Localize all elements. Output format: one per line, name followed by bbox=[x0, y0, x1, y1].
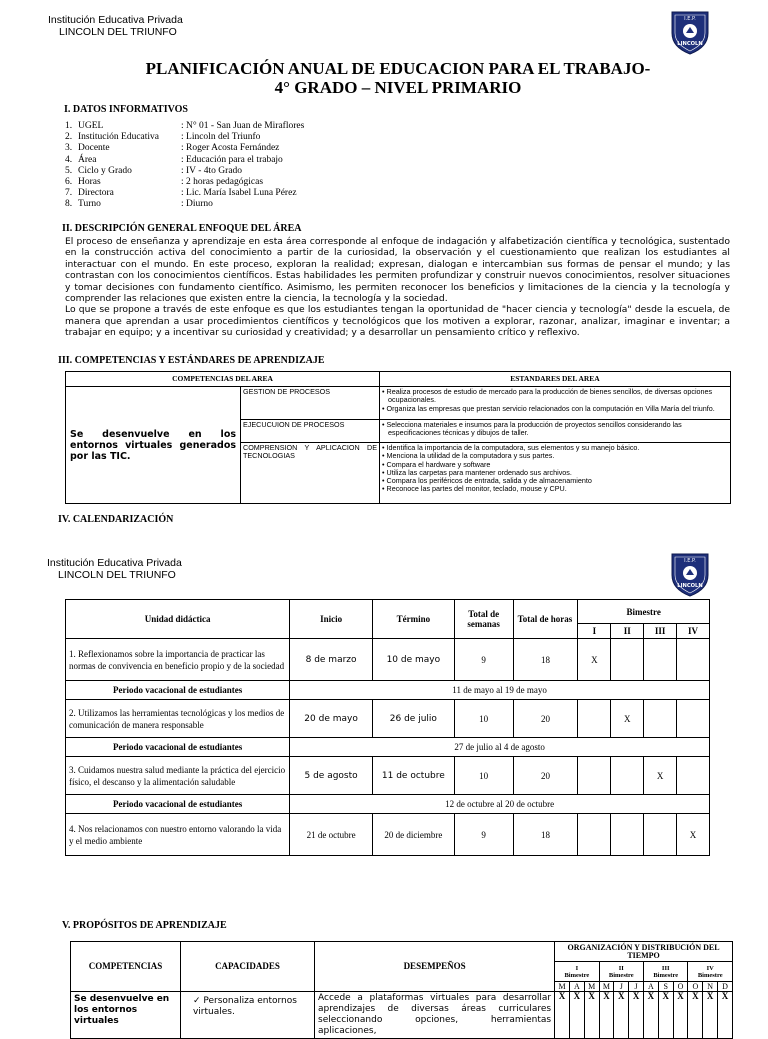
datos-list bbox=[65, 121, 304, 211]
month-header: A bbox=[569, 982, 584, 992]
institution-name: LINCOLN DEL TRIUNFO bbox=[59, 26, 177, 38]
shield-logo-icon bbox=[670, 551, 710, 597]
school-logo-2 bbox=[670, 551, 710, 602]
unit-termino: 20 de diciembre bbox=[372, 814, 454, 856]
bimestre-mark bbox=[677, 757, 710, 795]
bimestre-number: I bbox=[575, 964, 579, 972]
unit-inicio: 21 de octubre bbox=[290, 814, 373, 856]
dato-label: Horas bbox=[78, 177, 101, 188]
bimestre-mark bbox=[611, 814, 644, 856]
dato-label: Directora bbox=[78, 188, 114, 199]
vacation-label: Periodo vacacional de estudiantes bbox=[66, 738, 290, 757]
section-heading-calendarizacion: IV. CALENDARIZACIÓN bbox=[58, 514, 174, 525]
unit-horas: 20 bbox=[513, 700, 578, 738]
school-logo bbox=[670, 9, 710, 60]
bimestre-mark bbox=[578, 700, 611, 738]
capacidad-cell: EJECUCUION DE PROCESOS bbox=[241, 420, 380, 443]
unit-inicio: 20 de mayo bbox=[290, 700, 373, 738]
header-termino: Término bbox=[372, 600, 454, 639]
descripcion-text bbox=[65, 236, 730, 339]
bimestre-number: III bbox=[661, 964, 670, 972]
unit-horas: 20 bbox=[513, 757, 578, 795]
estandar-cell bbox=[380, 420, 731, 443]
dato-number: 5. bbox=[65, 165, 73, 176]
bimestre-mark bbox=[611, 639, 644, 681]
header-capacidades: CAPACIDADES bbox=[180, 942, 314, 992]
estandar-item: • Selecciona materiales e insumos para la producción de proyectos sencillos considerando las especificaciones técnicas y dibujos de taller. bbox=[382, 420, 682, 438]
vacation-row bbox=[66, 795, 710, 814]
bimestre-mark bbox=[644, 700, 677, 738]
desempeno-cell: Accede a plataformas virtuales para desarrollar aprendizajes de diversas áreas curriculares seleccionando opciones, herramientas aplicaciones, bbox=[315, 992, 555, 1039]
capacidad-cell: COMPRENSION Y APLICACION DE TECNOLOGIAS bbox=[241, 443, 380, 504]
bimestre-header bbox=[555, 962, 599, 982]
estandares-col-header: ESTANDARES DEL AREA bbox=[380, 372, 731, 387]
dato-row bbox=[65, 132, 304, 143]
bimestre-mark bbox=[644, 814, 677, 856]
checkmark-icon: ✓ bbox=[192, 996, 204, 1006]
section-heading-competencias: III. COMPETENCIAS Y ESTÁNDARES DE APRENDIZAJE bbox=[58, 355, 325, 366]
month-header: O bbox=[688, 982, 703, 992]
estandar-item: • Menciona la utilidad de la computadora y sus partes. bbox=[382, 451, 555, 461]
unit-semanas: 10 bbox=[454, 757, 513, 795]
section-heading-propositos: V. PROPÓSITOS DE APRENDIZAJE bbox=[62, 920, 227, 931]
logo-name-text: LINCOLN bbox=[677, 41, 703, 47]
month-header: M bbox=[555, 982, 570, 992]
header-bimestre-4: IV bbox=[677, 624, 710, 639]
header-desempenos: DESEMPEÑOS bbox=[315, 942, 555, 992]
unit-termino: 10 de mayo bbox=[372, 639, 454, 681]
unit-row bbox=[66, 814, 710, 856]
dato-value: : Roger Acosta Fernández bbox=[181, 143, 280, 154]
unit-horas: 18 bbox=[513, 814, 578, 856]
month-mark: X bbox=[555, 992, 570, 1039]
estandar-item: • Compara el hardware y software bbox=[382, 459, 491, 469]
bimestre-mark: X bbox=[644, 757, 677, 795]
dato-label: Turno bbox=[78, 199, 101, 210]
month-header: D bbox=[718, 982, 733, 992]
month-mark: X bbox=[703, 992, 718, 1039]
bimestre-mark: X bbox=[611, 700, 644, 738]
competencias-table bbox=[65, 371, 731, 504]
dato-label: UGEL bbox=[78, 121, 104, 131]
month-mark: X bbox=[569, 992, 584, 1039]
bimestre-word: Bimestre bbox=[608, 971, 634, 979]
header-bimestre-1: I bbox=[578, 624, 611, 639]
dato-number: 6. bbox=[65, 177, 73, 188]
dato-value: : Educación para el trabajo bbox=[181, 154, 283, 165]
vacation-row bbox=[66, 738, 710, 757]
unit-inicio: 5 de agosto bbox=[290, 757, 373, 795]
month-mark: X bbox=[584, 992, 599, 1039]
dato-number: 7. bbox=[65, 188, 73, 199]
dato-value: : Lic. María Isabel Luna Pérez bbox=[181, 188, 297, 199]
unit-name: 4. Nos relacionamos con nuestro entorno valorando la vida y el medio ambiente bbox=[66, 814, 290, 856]
dato-row bbox=[65, 166, 304, 177]
unit-termino: 26 de julio bbox=[372, 700, 454, 738]
section-heading-datos: I. DATOS INFORMATIVOS bbox=[64, 104, 188, 115]
unit-inicio: 8 de marzo bbox=[290, 639, 373, 681]
estandar-item: • Organiza las empresas que prestan servicio relacionados con la computación en Villa María del triunfo. bbox=[382, 403, 715, 413]
bimestre-header bbox=[599, 962, 643, 982]
dato-label: Institución Educativa bbox=[78, 132, 159, 143]
descripcion-paragraph-2: Lo que se propone a través de este enfoque es que los estudiantes tengan la oportunidad de "hacer ciencia y tecnología" desde la escuela, de manera que aprendan a usar procedimientos científicos y tecnológicos que los motiven a explorar, razonar, analizar, imaginar e inventar; a trabajar en equipo; y a incentivar su curiosidad y creatividad; y a desarrollar un pensamiento crítico y reflexivo. bbox=[65, 304, 730, 339]
unit-semanas: 10 bbox=[454, 700, 513, 738]
competencia-cell: Se desenvuelve en los entornos virtuales generados por las TIC. bbox=[66, 387, 241, 504]
bimestre-word: Bimestre bbox=[653, 971, 679, 979]
page-title-line2: 4° GRADO – NIVEL PRIMARIO bbox=[274, 78, 522, 97]
competencias-col-header: COMPETENCIAS DEL AREA bbox=[66, 372, 380, 387]
dato-row bbox=[65, 177, 304, 188]
dato-number: 4. bbox=[65, 154, 73, 165]
estandar-item: • Reconoce las partes del monitor, teclado, mouse y CPU. bbox=[382, 484, 567, 494]
unit-semanas: 9 bbox=[454, 639, 513, 681]
month-header: M bbox=[599, 982, 614, 992]
dato-value: : IV - 4to Grado bbox=[181, 165, 243, 176]
estandar-item: • Realiza procesos de estudio de mercado para la producción de bienes sencillos, de diversas opciones ocupacionales. bbox=[382, 387, 713, 405]
bimestre-mark bbox=[578, 814, 611, 856]
dato-number: 2. bbox=[65, 132, 73, 143]
vacation-row bbox=[66, 681, 710, 700]
bimestre-word: Bimestre bbox=[697, 971, 723, 979]
header-horas: Total de horas bbox=[513, 600, 578, 639]
dato-row bbox=[65, 188, 304, 199]
estandar-item: • Compara los periféricos de entrada, salida y de almacenamiento bbox=[382, 476, 592, 486]
header-inicio: Inicio bbox=[290, 600, 373, 639]
vacation-dates: 12 de octubre al 20 de octubre bbox=[290, 795, 710, 814]
month-header: S bbox=[658, 982, 673, 992]
header-unidad: Unidad didáctica bbox=[66, 600, 290, 639]
logo-top-text: I.E.P. bbox=[684, 558, 696, 564]
month-header: O bbox=[673, 982, 688, 992]
estandar-cell bbox=[380, 443, 731, 504]
month-header: J bbox=[614, 982, 629, 992]
unit-row bbox=[66, 757, 710, 795]
capacidad-cell bbox=[180, 992, 314, 1039]
dato-value: : 2 horas pedagógicas bbox=[181, 177, 264, 188]
dato-row bbox=[65, 121, 304, 132]
header-bimestre: Bimestre bbox=[578, 600, 710, 624]
dato-value: : Diurno bbox=[181, 199, 213, 210]
dato-value: : N° 01 - San Juan de Miraflores bbox=[181, 121, 305, 131]
bimestre-mark bbox=[677, 700, 710, 738]
section-heading-descripcion: II. DESCRIPCIÓN GENERAL ENFOQUE DEL ÁREA bbox=[62, 223, 302, 234]
descripcion-paragraph-1: El proceso de enseñanza y aprendizaje en esta área corresponde al enfoque de indagación y alfabetización científica y tecnológica, sustentado en la construcción activa del conocimiento a partir de la curiosidad, la observación y el cuestionamiento que realizan los estudiantes al interactuar con el mundo. En este proceso, exploran la realidad; expresan, dialogan e intercambian sus formas de pensar el mundo; y las contrastan con los conocimientos científicos. Estas habilidades les permiten profundizar y construir nuevos conocimientos, resolver situaciones y tomar decisiones con fundamento científico. Asimismo, les permiten reconocer los beneficios y limitaciones de la ciencia y la tecnología y comprender las relaciones que existen entre la ciencia, la tecnología y la sociedad. bbox=[65, 236, 730, 305]
bimestre-mark bbox=[677, 639, 710, 681]
unit-semanas: 9 bbox=[454, 814, 513, 856]
bimestre-number: IV bbox=[706, 964, 714, 972]
institution-type: Institución Educativa Privada bbox=[47, 557, 182, 569]
bimestre-word: Bimestre bbox=[564, 971, 590, 979]
institution-header bbox=[48, 14, 183, 38]
bimestre-mark: X bbox=[677, 814, 710, 856]
month-header: M bbox=[584, 982, 599, 992]
month-mark: X bbox=[718, 992, 733, 1039]
month-mark: X bbox=[658, 992, 673, 1039]
dato-number: 8. bbox=[65, 199, 73, 210]
institution-name: LINCOLN DEL TRIUNFO bbox=[58, 569, 176, 581]
month-mark: X bbox=[644, 992, 659, 1039]
calendarizacion-table bbox=[65, 599, 710, 856]
dato-number: 3. bbox=[65, 143, 73, 154]
month-header: N bbox=[703, 982, 718, 992]
vacation-label: Periodo vacacional de estudiantes bbox=[66, 795, 290, 814]
month-header: J bbox=[629, 982, 644, 992]
capacidad-text: Personaliza entornos virtuales. bbox=[192, 996, 297, 1017]
vacation-label: Periodo vacacional de estudiantes bbox=[66, 681, 290, 700]
institution-header-2 bbox=[47, 557, 182, 581]
dato-label: Ciclo y Grado bbox=[78, 165, 132, 176]
month-mark: X bbox=[673, 992, 688, 1039]
dato-row bbox=[65, 155, 304, 166]
header-semanas: Total de semanas bbox=[454, 600, 513, 639]
shield-logo-icon bbox=[670, 9, 710, 55]
estandar-cell bbox=[380, 387, 731, 420]
bimestre-header bbox=[644, 962, 688, 982]
bimestre-mark bbox=[644, 639, 677, 681]
unit-termino: 11 de octubre bbox=[372, 757, 454, 795]
bimestre-mark bbox=[578, 757, 611, 795]
logo-name-text: LINCOLN bbox=[677, 583, 703, 589]
unit-name: 2. Utilizamos las herramientas tecnológicas y los medios de comunicación de manera responsable bbox=[66, 700, 290, 738]
month-mark: X bbox=[614, 992, 629, 1039]
propositos-table bbox=[70, 941, 733, 1039]
competencia-cell: Se desenvuelve en los entornos virtuales bbox=[71, 992, 181, 1039]
bimestre-mark: X bbox=[578, 639, 611, 681]
bimestre-mark bbox=[611, 757, 644, 795]
unit-name: 1. Reflexionamos sobre la importancia de practicar las normas de convivencia en beneficio propio y de la sociedad bbox=[66, 639, 290, 681]
bimestre-header bbox=[688, 962, 733, 982]
header-competencias: COMPETENCIAS bbox=[71, 942, 181, 992]
dato-label: Docente bbox=[78, 143, 110, 154]
unit-row bbox=[66, 639, 710, 681]
institution-type: Institución Educativa Privada bbox=[48, 14, 183, 26]
month-mark: X bbox=[688, 992, 703, 1039]
logo-top-text: I.E.P. bbox=[684, 16, 696, 22]
unit-horas: 18 bbox=[513, 639, 578, 681]
dato-number: 1. bbox=[65, 121, 73, 131]
unit-name: 3. Cuidamos nuestra salud mediante la práctica del ejercicio físico, el descanso y la alimentación saludable bbox=[66, 757, 290, 795]
page-title bbox=[60, 59, 736, 97]
dato-label: Área bbox=[78, 154, 97, 165]
dato-row bbox=[65, 143, 304, 154]
vacation-dates: 11 de mayo al 19 de mayo bbox=[290, 681, 710, 700]
month-mark: X bbox=[599, 992, 614, 1039]
unit-row bbox=[66, 700, 710, 738]
page-title-line1: PLANIFICACIÓN ANUAL DE EDUCACION PARA EL TRABAJO- bbox=[145, 59, 651, 78]
header-bimestre-2: II bbox=[611, 624, 644, 639]
dato-row bbox=[65, 199, 304, 210]
month-header: A bbox=[644, 982, 659, 992]
vacation-dates: 27 de julio al 4 de agosto bbox=[290, 738, 710, 757]
bimestre-number: II bbox=[618, 964, 624, 972]
estandar-item: • Identifica la importancia de la computadora, sus elementos y su manejo básico. bbox=[382, 443, 640, 452]
header-bimestre-3: III bbox=[644, 624, 677, 639]
month-mark: X bbox=[629, 992, 644, 1039]
capacidad-cell: GESTION DE PROCESOS bbox=[241, 387, 380, 420]
header-organizacion: ORGANIZACIÓN Y DISTRIBUCIÓN DEL TIEMPO bbox=[555, 942, 733, 962]
estandar-item: • Utiliza las carpetas para mantener ordenado sus archivos. bbox=[382, 467, 572, 477]
dato-value: : Lincoln del Triunfo bbox=[181, 132, 261, 143]
